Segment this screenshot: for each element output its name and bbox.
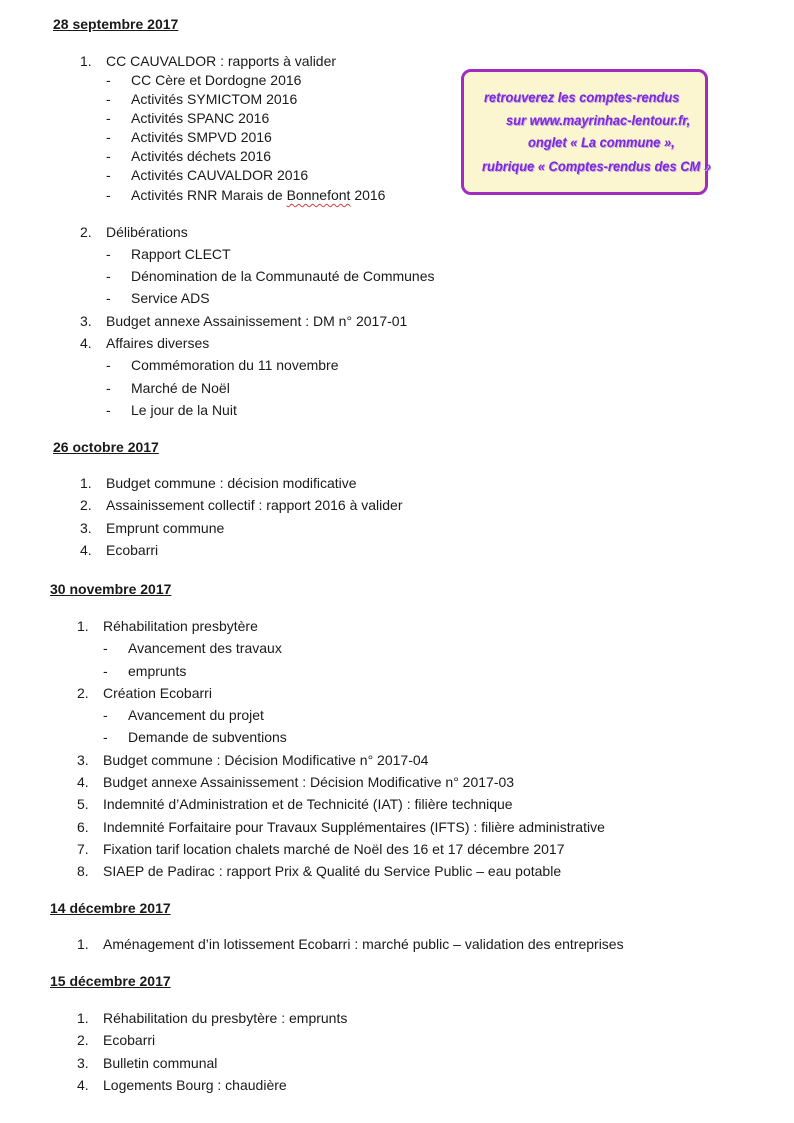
notice-website-link[interactable]: sur www.mayrinhac-lentour.fr, [506,112,691,128]
item-number: 3. [77,752,89,768]
item-number: 1. [80,475,92,491]
notice-line: rubrique « Comptes-rendus des CM » [482,158,712,174]
meeting-date: 26 octobre 2017 [53,439,159,455]
sub-list [103,706,403,751]
sub-item-text: Avancement des travaux [128,640,282,656]
item-number: 4. [80,542,92,558]
sub-list [106,71,466,211]
item-text: Indemnité Forfaitaire pour Travaux Supplémentaires (IFTS) : filière administrative [103,819,605,835]
sub-list [106,356,406,426]
meeting-date: 14 décembre 2017 [50,900,171,916]
item-number: 4. [77,774,89,790]
sub-item-text: Activités SYMICTOM 2016 [131,91,298,107]
dash-marker: - [106,290,111,306]
agenda-list [80,223,500,423]
item-text: Logements Bourg : chaudière [103,1077,287,1093]
item-text: CC CAUVALDOR : rapports à valider [106,53,337,69]
item-number: 2. [80,224,92,240]
dash-marker: - [103,729,108,745]
item-number: 4. [80,335,92,351]
sub-item-text: Commémoration du 11 novembre [131,357,339,373]
item-text: Aménagement d’in lotissement Ecobarri : marché public – validation des entreprises [103,936,624,952]
sub-item-text: Le jour de la Nuit [131,402,237,418]
sub-item-text: CC Cère et Dordogne 2016 [131,72,302,88]
notice-line: onglet « La commune », [528,134,675,150]
item-number: 6. [77,819,89,835]
item-number: 2. [80,497,92,513]
item-number: 3. [77,1055,89,1071]
agenda-list [77,617,677,887]
item-number: 4. [77,1077,89,1093]
website-notice-box [461,69,712,195]
item-text: Affaires diverses [106,335,210,351]
sub-item-text: emprunts [128,663,187,679]
item-text: Délibérations [106,224,188,240]
sub-item-text: Activités SPANC 2016 [131,110,270,126]
item-number: 2. [77,685,89,701]
item-text: Ecobarri [106,542,159,558]
item-number: 7. [77,841,89,857]
dash-marker: - [106,110,111,126]
agenda-list [80,52,480,212]
item-number: 3. [80,520,92,536]
dash-marker: - [106,167,111,183]
item-text: Réhabilitation presbytère [103,618,258,634]
item-text: Bulletin communal [103,1055,218,1071]
item-number: 8. [77,863,89,879]
item-text: Ecobarri [103,1032,156,1048]
sub-list [103,639,403,684]
item-text: Assainissement collectif : rapport 2016 à valider [106,497,403,513]
item-text: Fixation tarif location chalets marché de Noël des 16 et 17 décembre 2017 [103,841,565,857]
meeting-date: 28 septembre 2017 [53,16,179,32]
sub-item-text: Activités CAUVALDOR 2016 [131,167,309,183]
dash-marker: - [106,380,111,396]
item-text: Budget annexe Assainissement : DM n° 2017-01 [106,313,408,329]
item-number: 3. [80,313,92,329]
dash-marker: - [103,707,108,723]
meeting-date: 15 décembre 2017 [50,973,171,989]
meeting-date: 30 novembre 2017 [50,581,172,597]
item-number: 1. [80,53,92,69]
item-number: 1. [77,936,89,952]
sub-item-text: Demande de subventions [128,729,287,745]
item-text: Budget annexe Assainissement : Décision Modificative n° 2017-03 [103,774,515,790]
dash-marker: - [106,402,111,418]
item-number: 2. [77,1032,89,1048]
item-text: Emprunt commune [106,520,225,536]
sub-item-text: Dénomination de la Communauté de Communes [131,268,435,284]
sub-item-text: Avancement du projet [128,707,264,723]
item-text: Budget commune : décision modificative [106,475,357,491]
dash-marker: - [106,72,111,88]
item-number: 1. [77,618,89,634]
sub-item-text: Activités RNR Marais de Bonnefont 2016 [131,187,386,203]
item-number: 5. [77,796,89,812]
item-text: Budget commune : Décision Modificative n° 2017-04 [103,752,429,768]
dash-marker: - [106,148,111,164]
sub-item-text: Activités SMPVD 2016 [131,129,272,145]
agenda-list [77,1009,477,1099]
item-text: SIAEP de Padirac : rapport Prix & Qualité du Service Public – eau potable [103,863,562,879]
item-text: Création Ecobarri [103,685,212,701]
spellcheck-underline: Bonnefont [286,187,351,203]
sub-item-text: Rapport CLECT [131,246,231,262]
dash-marker: - [106,357,111,373]
dash-marker: - [106,129,111,145]
sub-item-text: Activités déchets 2016 [131,148,272,164]
item-number: 1. [77,1010,89,1026]
dash-marker: - [106,268,111,284]
sub-list [106,245,486,315]
item-text: Indemnité d’Administration et de Technicité (IAT) : filière technique [103,796,513,812]
sub-item-text: Marché de Noël [131,380,230,396]
notice-line: retrouverez les comptes-rendus [484,89,680,105]
agenda-list [77,935,677,957]
dash-marker: - [106,187,111,203]
dash-marker: - [106,91,111,107]
agenda-list [80,474,500,564]
dash-marker: - [103,663,108,679]
dash-marker: - [103,640,108,656]
sub-item-text: Service ADS [131,290,210,306]
dash-marker: - [106,246,111,262]
item-text: Réhabilitation du presbytère : emprunts [103,1010,348,1026]
